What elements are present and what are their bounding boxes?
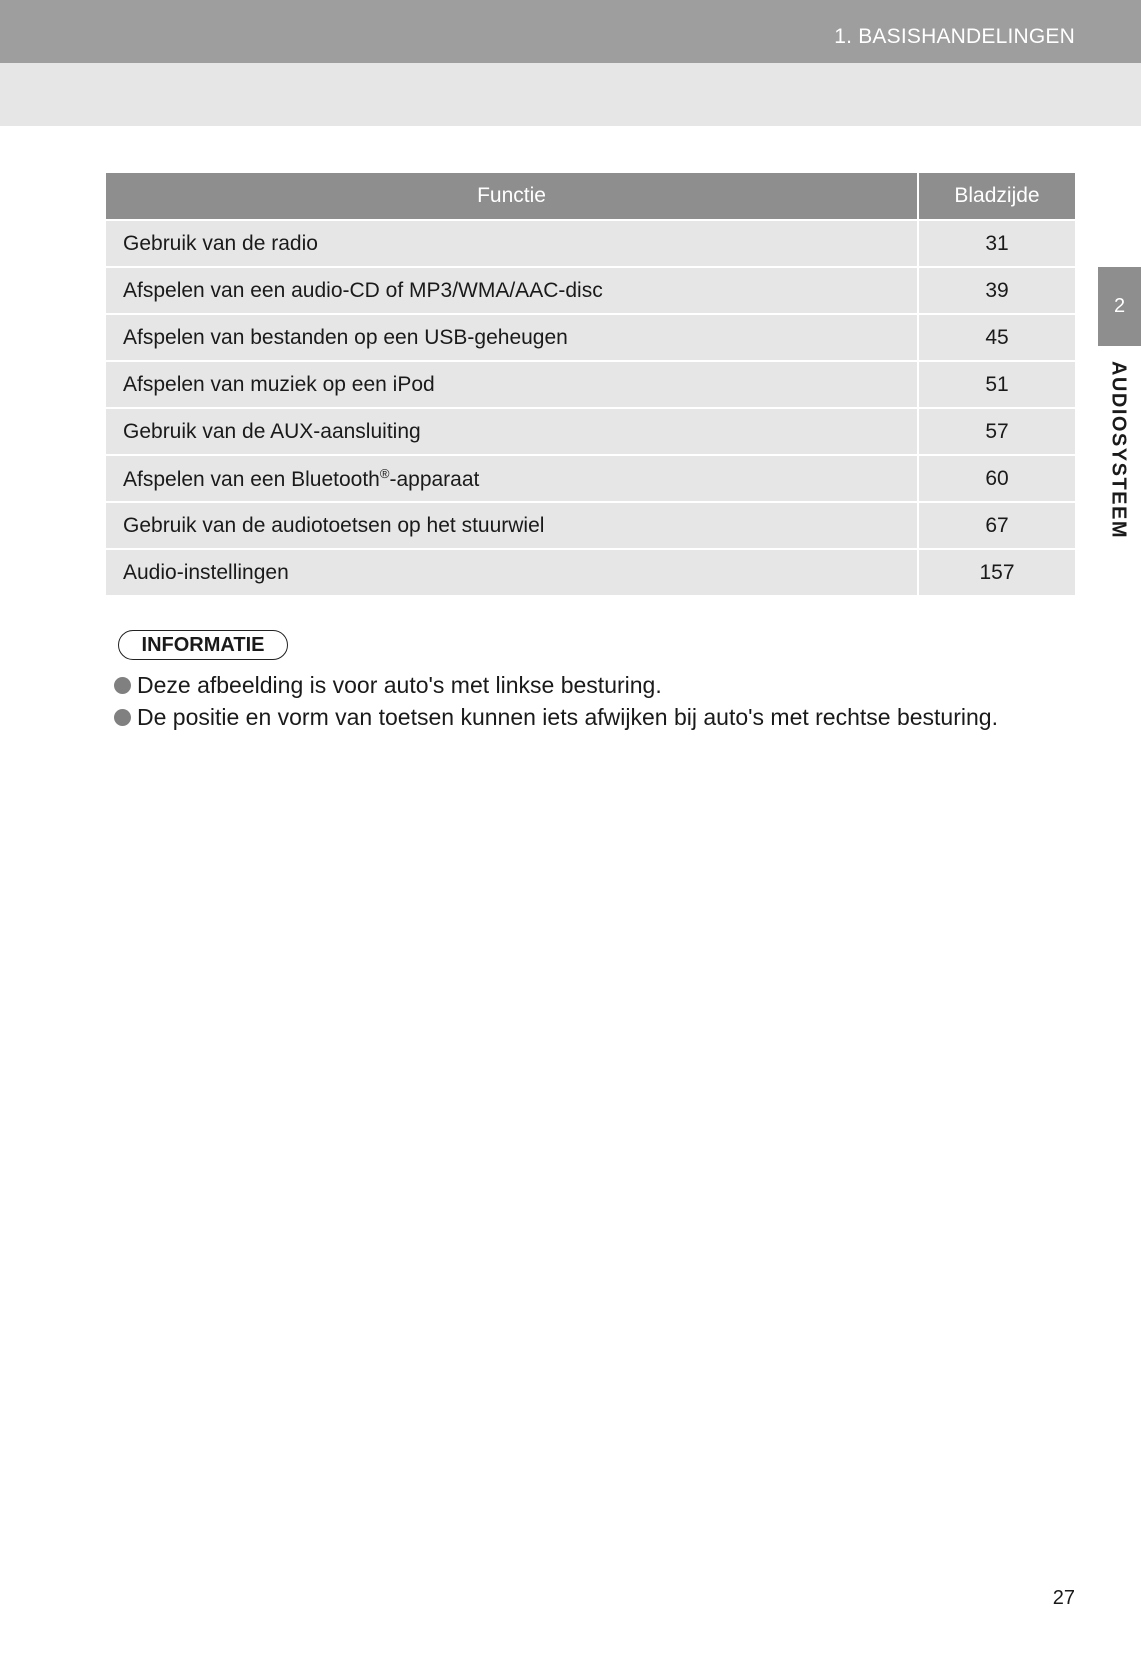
table-row bbox=[106, 361, 1075, 408]
registered-mark: ® bbox=[379, 465, 390, 481]
information-list bbox=[114, 669, 998, 733]
table-row bbox=[106, 549, 1075, 595]
table-row bbox=[106, 267, 1075, 314]
page-cell: 31 bbox=[918, 220, 1075, 267]
column-header-function: Functie bbox=[106, 173, 918, 220]
table-row bbox=[106, 455, 1075, 502]
information-badge: INFORMATIE bbox=[118, 630, 288, 660]
function-text-suffix: -apparaat bbox=[389, 467, 480, 491]
page-cell: 67 bbox=[918, 502, 1075, 549]
function-cell: Afspelen van bestanden op een USB-geheugen bbox=[106, 314, 918, 361]
chapter-label: AUDIOSYSTEEM bbox=[1107, 360, 1130, 540]
function-table bbox=[106, 173, 1075, 595]
page-cell: 45 bbox=[918, 314, 1075, 361]
page-number: 27 bbox=[1052, 1587, 1075, 1609]
table-header-row bbox=[106, 173, 1075, 220]
header-bar bbox=[0, 0, 1141, 63]
section-title: 1. BASISHANDELINGEN bbox=[834, 25, 1075, 48]
chapter-tab bbox=[1098, 267, 1141, 346]
list-item bbox=[114, 669, 998, 701]
chapter-number: 2 bbox=[1113, 295, 1126, 317]
page-cell: 51 bbox=[918, 361, 1075, 408]
bullet-icon bbox=[114, 677, 131, 694]
list-item bbox=[114, 701, 998, 733]
function-text: Afspelen van een Bluetooth bbox=[123, 467, 380, 491]
info-text: Deze afbeelding is voor auto's met linkse besturing. bbox=[137, 672, 662, 698]
table-row bbox=[106, 220, 1075, 267]
subheader-band bbox=[0, 63, 1141, 126]
function-cell: Gebruik van de AUX-aansluiting bbox=[106, 408, 918, 455]
function-cell: Audio-instellingen bbox=[106, 549, 918, 595]
table-row bbox=[106, 408, 1075, 455]
info-text: De positie en vorm van toetsen kunnen iets afwijken bij auto's met rechtse besturing. bbox=[137, 704, 998, 730]
function-cell: Gebruik van de radio bbox=[106, 220, 918, 267]
bullet-icon bbox=[114, 709, 131, 726]
page-cell: 157 bbox=[918, 549, 1075, 595]
function-cell: Afspelen van muziek op een iPod bbox=[106, 361, 918, 408]
table-row bbox=[106, 502, 1075, 549]
page-cell: 60 bbox=[918, 455, 1075, 502]
table-row bbox=[106, 314, 1075, 361]
function-cell: Gebruik van de audiotoetsen op het stuurwiel bbox=[106, 502, 918, 549]
page-cell: 57 bbox=[918, 408, 1075, 455]
page-cell: 39 bbox=[918, 267, 1075, 314]
function-cell: Afspelen van een audio-CD of MP3/WMA/AAC-disc bbox=[106, 267, 918, 314]
column-header-page: Bladzijde bbox=[918, 173, 1075, 220]
function-cell bbox=[106, 455, 918, 502]
